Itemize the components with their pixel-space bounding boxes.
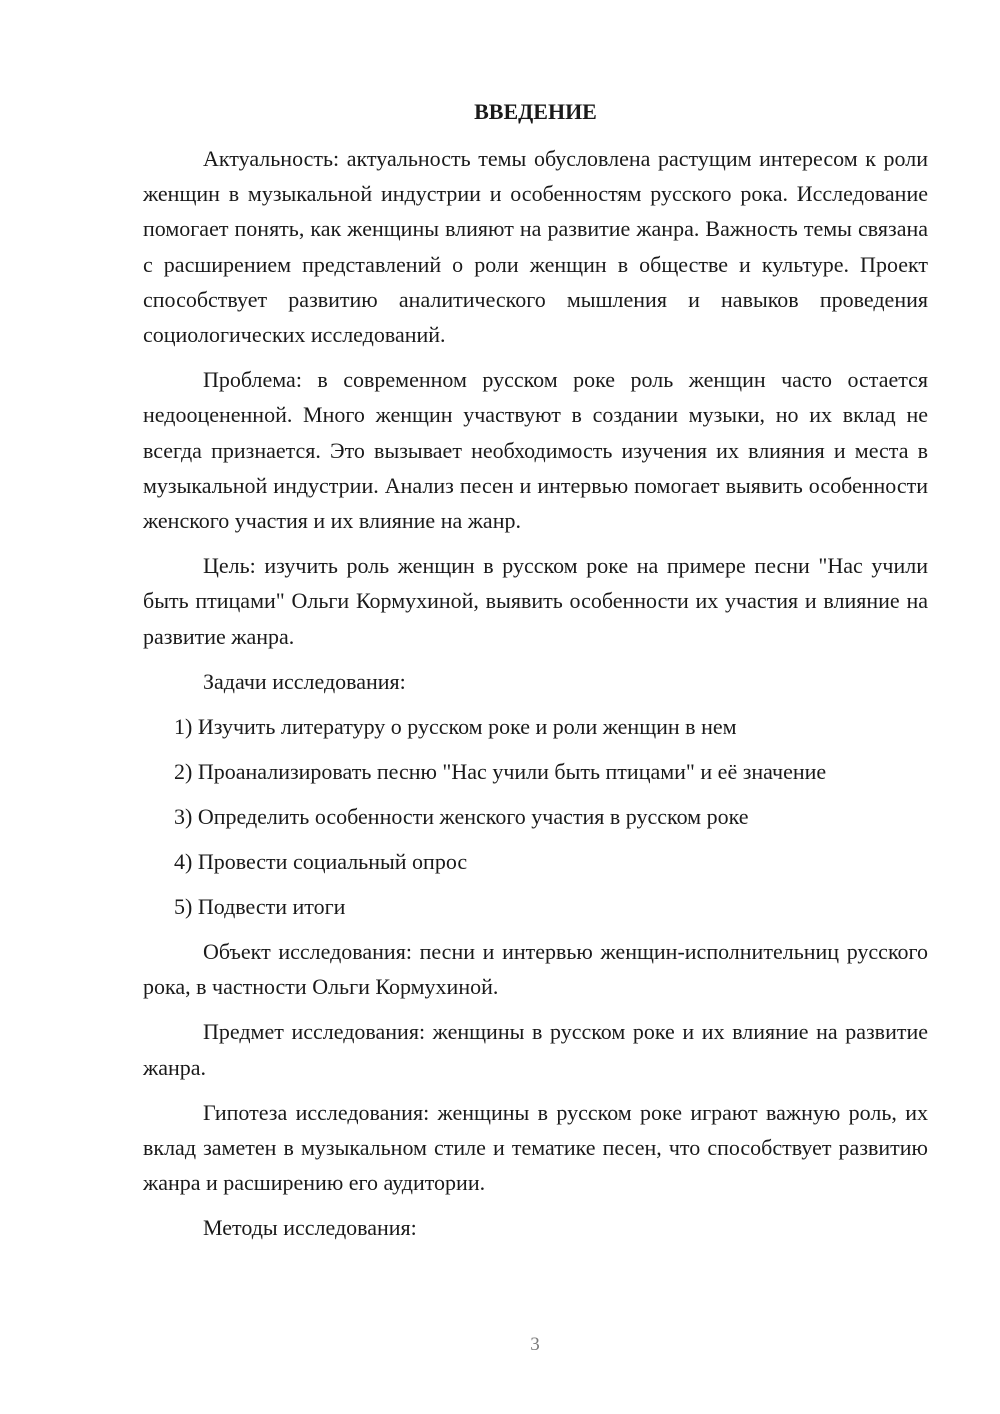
problem-paragraph: Проблема: в современном русском роке роль женщин часто остается недооцененной. Много женщин участвуют в создании музыки, но их вклад не всегда признается. Это вызывает необходимость изучения их влияния и места в музыкальной индустрии. Анализ песен и интервью помогает выявить особенности женского участия и их влияние на жанр. xyxy=(143,367,928,534)
object-paragraph: Объект исследования: песни и интервью женщин-исполнительниц русского рока, в частности Ольги Кормухиной. xyxy=(143,939,928,1000)
relevance-paragraph: Актуальность: актуальность темы обусловлена растущим интересом к роли женщин в музыкальной индустрии и особенностям русского рока. Исследование помогает понять, как женщины влияют на развитие жанра. Важность темы связана с расширением представлений о роли женщин в обществе и культуре. Проект способствует развитию аналитического мышления и навыков проведения социологических исследований. xyxy=(143,146,928,348)
tasks-list xyxy=(143,709,928,924)
methods-paragraph: Методы исследования: xyxy=(203,1215,417,1241)
list-item: 2) Проанализировать песню "Нас учили быть птицами" и её значение xyxy=(174,759,827,785)
tasks-heading: Задачи исследования: xyxy=(203,668,406,694)
list-item: 5) Подвести итоги xyxy=(174,894,346,920)
page-content xyxy=(143,94,928,1256)
list-item: 1) Изучить литературу о русском роке и роли женщин в нем xyxy=(174,714,737,740)
hypothesis-paragraph: Гипотеза исследования: женщины в русском роке играют важную роль, их вклад заметен в музыкальном стиле и тематике песен, что способствует развитию жанра и расширению его аудитории. xyxy=(143,1099,928,1196)
page-number: 3 xyxy=(530,1334,540,1355)
section-heading: ВВЕДЕНИЕ xyxy=(474,99,597,124)
list-item: 3) Определить особенности женского участия в русском роке xyxy=(174,804,749,830)
subject-paragraph: Предмет исследования: женщины в русском роке и их влияние на развитие жанра. xyxy=(143,1019,928,1080)
list-item: 4) Провести социальный опрос xyxy=(174,849,468,875)
goal-paragraph: Цель: изучить роль женщин в русском роке на примере песни "Нас учили быть птицами" Ольги Кормухиной, выявить особенности их участия и влияние на развитие жанра. xyxy=(143,553,928,649)
